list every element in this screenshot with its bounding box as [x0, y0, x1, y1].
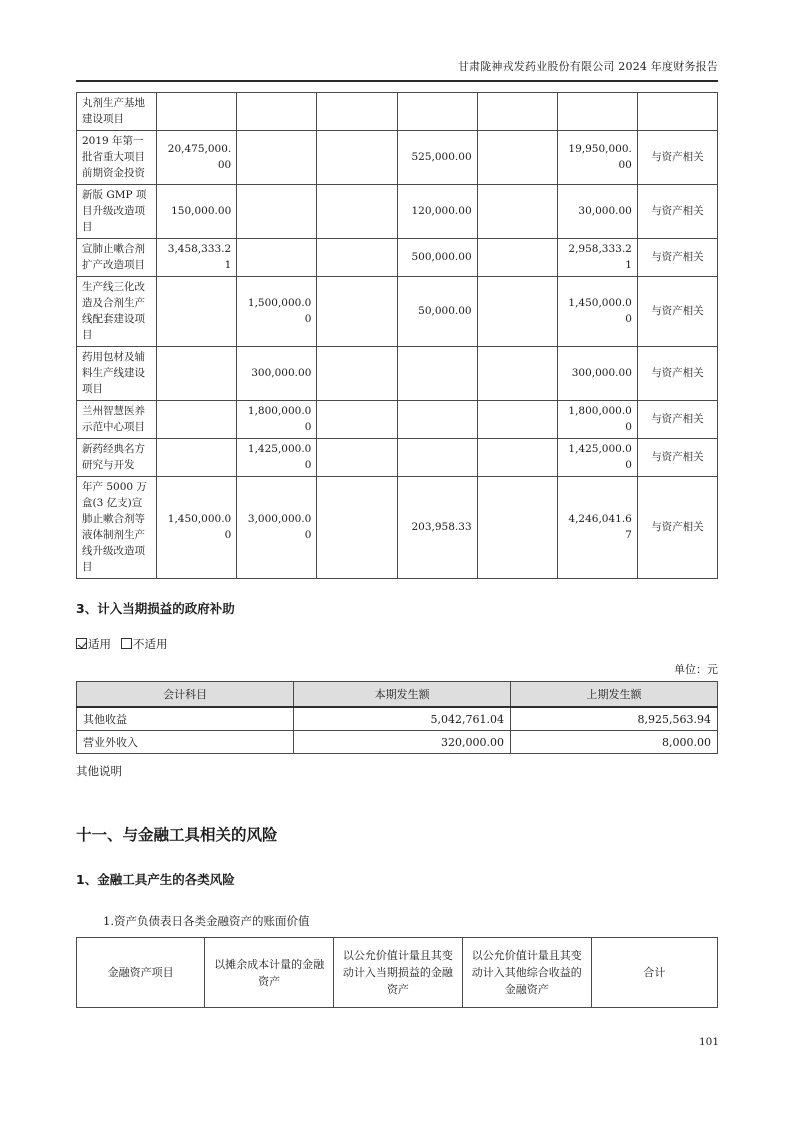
government-subsidy-projects-table [76, 92, 718, 579]
subsection-heading-risk-types: 1、金融工具产生的各类风险 [76, 872, 235, 887]
applicable-label: 适用 [88, 637, 111, 651]
amount-cell-6: 19,950,000.00 [557, 131, 637, 185]
amount-cell-3 [317, 439, 397, 477]
financial-assets-table-header [77, 938, 718, 1008]
amount-cell-4 [397, 439, 477, 477]
prior-period-amount-cell: 8,000.00 [510, 731, 717, 754]
item-title-financial-assets-carrying-value: 1.资产负债表日各类金融资产的账面价值 [103, 914, 310, 928]
amount-cell-1: 3,458,333.21 [157, 239, 237, 277]
asset-related-cell: 与资产相关 [637, 347, 717, 401]
amount-cell-5 [477, 185, 557, 239]
header-row [77, 938, 718, 1008]
amount-cell-2 [237, 185, 317, 239]
amount-cell-1 [157, 347, 237, 401]
column-header-total: 合计 [591, 938, 717, 1008]
section-heading-financial-instrument-risk: 十一、与金融工具相关的风险 [76, 826, 278, 844]
prior-period-amount-cell: 8,925,563.94 [510, 707, 717, 731]
amount-cell-3 [317, 185, 397, 239]
amount-cell-6: 30,000.00 [557, 185, 637, 239]
financial-assets-table [76, 937, 718, 1008]
subsidy-amount-table-body [77, 707, 718, 754]
unit-label: 单位：元 [674, 663, 718, 676]
amount-cell-3 [317, 131, 397, 185]
amount-cell-6: 4,246,041.67 [557, 477, 637, 579]
amount-cell-3 [317, 93, 397, 131]
table-row [77, 707, 718, 731]
checkbox-checked-icon [76, 638, 87, 649]
project-name-cell: 丸剂生产基地建设项目 [77, 93, 157, 131]
amount-cell-2: 300,000.00 [237, 347, 317, 401]
amount-cell-4: 525,000.00 [397, 131, 477, 185]
amount-cell-5 [477, 401, 557, 439]
column-header-current-period: 本期发生额 [294, 682, 511, 708]
asset-related-cell: 与资产相关 [637, 277, 717, 347]
amount-cell-4 [397, 347, 477, 401]
project-name-cell: 2019 年第一批省重大项目前期资金投资 [77, 131, 157, 185]
amount-cell-5 [477, 347, 557, 401]
project-name-cell: 兰州智慧医养示范中心项目 [77, 401, 157, 439]
asset-related-cell: 与资产相关 [637, 477, 717, 579]
subsidy-table-body [77, 93, 718, 579]
table-row [77, 131, 718, 185]
amount-cell-5 [477, 239, 557, 277]
amount-cell-5 [477, 131, 557, 185]
amount-cell-5 [477, 277, 557, 347]
table-row [77, 439, 718, 477]
table-row [77, 477, 718, 579]
amount-cell-1 [157, 93, 237, 131]
amount-cell-3 [317, 401, 397, 439]
amount-cell-1 [157, 277, 237, 347]
table-row [77, 277, 718, 347]
amount-cell-6: 1,800,000.00 [557, 401, 637, 439]
applicability-row [76, 636, 718, 652]
table-row [77, 401, 718, 439]
project-name-cell: 生产线三化改造及合剂生产线配套建设项目 [77, 277, 157, 347]
amount-cell-2 [237, 93, 317, 131]
amount-cell-6 [557, 93, 637, 131]
table-row [77, 239, 718, 277]
amount-cell-1: 1,450,000.00 [157, 477, 237, 579]
table-row [77, 185, 718, 239]
amount-cell-6: 1,450,000.00 [557, 277, 637, 347]
amount-cell-4: 203,958.33 [397, 477, 477, 579]
subsidy-amount-table [76, 681, 718, 754]
checkbox-unchecked-icon [121, 638, 132, 649]
account-name-cell: 营业外收入 [77, 731, 294, 754]
amount-cell-2 [237, 239, 317, 277]
column-header-prior-period: 上期发生额 [510, 682, 717, 708]
amount-cell-5 [477, 477, 557, 579]
amount-cell-2: 1,425,000.00 [237, 439, 317, 477]
amount-cell-1: 20,475,000.00 [157, 131, 237, 185]
amount-cell-4 [397, 93, 477, 131]
column-header-account: 会计科目 [77, 682, 294, 708]
amount-cell-6: 2,958,333.21 [557, 239, 637, 277]
amount-cell-2: 1,800,000.00 [237, 401, 317, 439]
asset-related-cell [637, 93, 717, 131]
amount-cell-4: 120,000.00 [397, 185, 477, 239]
current-period-amount-cell: 320,000.00 [294, 731, 511, 754]
subsidy-amount-table-header [77, 682, 718, 708]
other-notes-label: 其他说明 [76, 764, 122, 778]
amount-cell-5 [477, 439, 557, 477]
asset-related-cell: 与资产相关 [637, 239, 717, 277]
amount-cell-2: 3,000,000.00 [237, 477, 317, 579]
amount-cell-4: 500,000.00 [397, 239, 477, 277]
current-period-amount-cell: 5,042,761.04 [294, 707, 511, 731]
amount-cell-6: 1,425,000.00 [557, 439, 637, 477]
project-name-cell: 宣肺止嗽合剂扩产改造项目 [77, 239, 157, 277]
table-row [77, 731, 718, 754]
column-header-fvtpl: 以公允价值计量且其变动计入当期损益的金融资产 [334, 938, 463, 1008]
not-applicable-label: 不适用 [133, 637, 168, 651]
table-row [77, 93, 718, 131]
amount-cell-1 [157, 439, 237, 477]
amount-cell-2: 1,500,000.00 [237, 277, 317, 347]
project-name-cell: 新版 GMP 项目升级改造项目 [77, 185, 157, 239]
amount-cell-1: 150,000.00 [157, 185, 237, 239]
amount-cell-2 [237, 131, 317, 185]
column-header-amortized-cost: 以摊余成本计量的金融资产 [205, 938, 334, 1008]
amount-cell-1 [157, 401, 237, 439]
table-row [77, 347, 718, 401]
page-header-title: 甘肃陇神戎发药业股份有限公司 2024 年度财务报告 [76, 58, 718, 82]
account-name-cell: 其他收益 [77, 707, 294, 731]
section-heading-government-subsidy: 3、计入当期损益的政府补助 [76, 601, 235, 616]
asset-related-cell: 与资产相关 [637, 401, 717, 439]
amount-cell-4: 50,000.00 [397, 277, 477, 347]
project-name-cell: 新药经典名方研究与开发 [77, 439, 157, 477]
asset-related-cell: 与资产相关 [637, 439, 717, 477]
amount-cell-3 [317, 277, 397, 347]
project-name-cell: 年产 5000 万盒(3 亿支)宣肺止嗽合剂等液体制剂生产线升级改造项目 [77, 477, 157, 579]
amount-cell-5 [477, 93, 557, 131]
asset-related-cell: 与资产相关 [637, 131, 717, 185]
amount-cell-4 [397, 401, 477, 439]
project-name-cell: 药用包材及辅料生产线建设项目 [77, 347, 157, 401]
amount-cell-6: 300,000.00 [557, 347, 637, 401]
column-header-asset-item: 金融资产项目 [77, 938, 205, 1008]
column-header-fvoci: 以公允价值计量且其变动计入其他综合收益的金融资产 [462, 938, 591, 1008]
amount-cell-3 [317, 347, 397, 401]
asset-related-cell: 与资产相关 [637, 185, 717, 239]
page-number: 101 [698, 1036, 719, 1048]
header-row [77, 682, 718, 708]
amount-cell-3 [317, 477, 397, 579]
amount-cell-3 [317, 239, 397, 277]
